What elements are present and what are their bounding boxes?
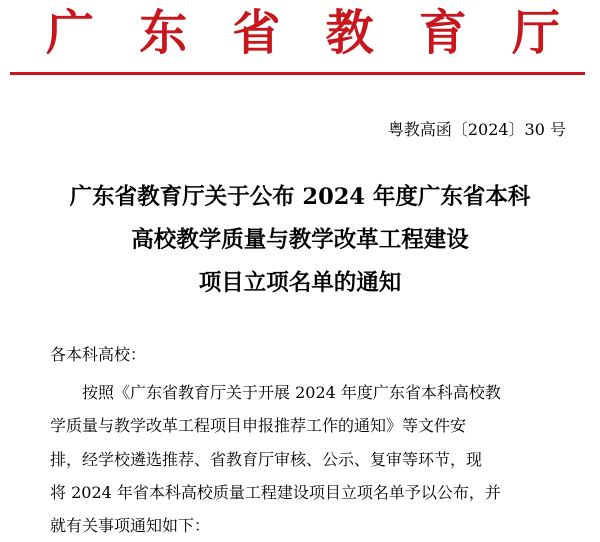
title-line: 广东省教育厅关于公布 2024 年度广东省本科 <box>69 184 531 210</box>
document-number: 粤教高函〔2024〕30 号 <box>387 120 566 139</box>
masthead-char: 东 <box>139 5 188 61</box>
body-line: 就有关事项通知如下： <box>50 516 211 536</box>
salutation: 各本科高校： <box>50 345 147 364</box>
body-line: 学质量与教学改革工程项目申报推荐工作的通知》等文件安 <box>50 416 467 436</box>
body-line: 排，经学校遴选推荐、省教育厅审核、公示、复审等环节，现 <box>50 449 483 469</box>
body-line: 将 2024 年省本科高校质量工程建设项目立项名单予以公布，并 <box>50 482 501 502</box>
masthead-red-rule <box>10 72 585 75</box>
title-line: 高校教学质量与教学改革工程建设 <box>131 227 469 253</box>
masthead-char: 厅 <box>511 5 560 61</box>
body-line: 按照《广东省教育厅关于开展 2024 年度广东省本科高校教 <box>50 383 501 402</box>
masthead-char: 育 <box>418 5 467 61</box>
title-line: 项目立项名单的通知 <box>198 270 402 296</box>
body-paragraph <box>50 376 570 542</box>
masthead-char: 广 <box>46 5 95 61</box>
masthead <box>0 2 600 64</box>
masthead-char: 教 <box>325 5 374 61</box>
masthead-char: 省 <box>232 5 281 61</box>
document-title <box>0 176 600 305</box>
